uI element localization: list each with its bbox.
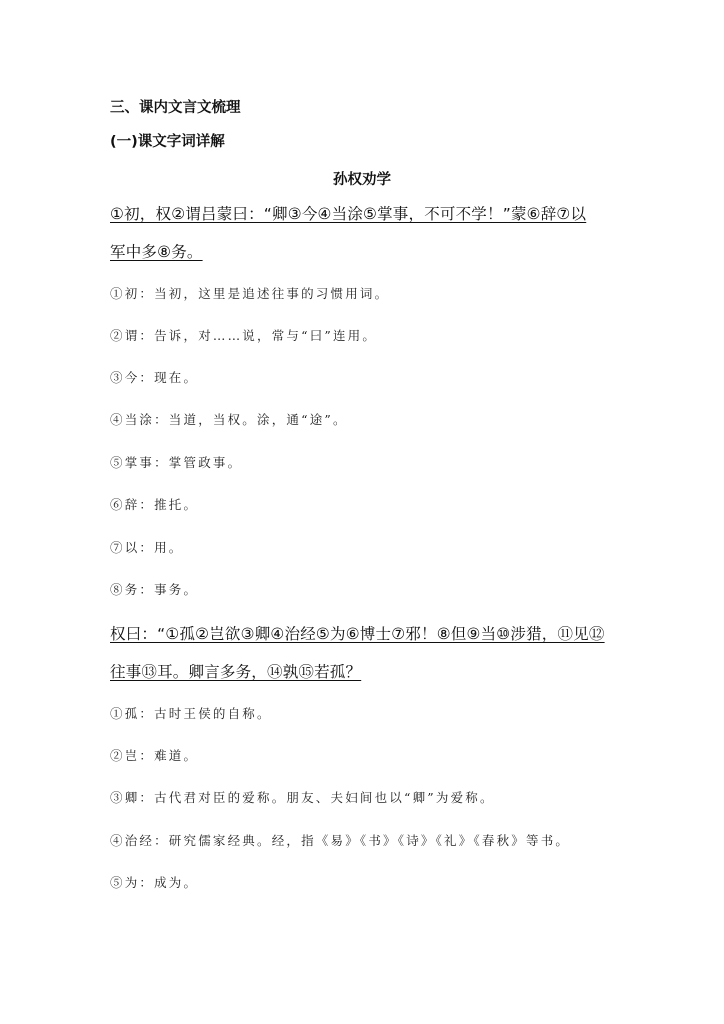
text-title: 孙权劝学 [333, 172, 391, 188]
note-item: ①孤：古时王侯的自称。 [110, 706, 272, 721]
note-item: ②谓：告诉，对……说，常与“曰”连用。 [110, 328, 378, 343]
passage-1-line-2: 军中多⑧务。 [110, 243, 203, 261]
passage-1-line-1: ①初，权②谓吕蒙曰：“卿③今④当涂⑤掌事，不可不学！”蒙⑥辞⑦以 [110, 205, 587, 223]
note-item: ③卿：古代君对臣的爱称。朋友、夫妇间也以“卿”为爱称。 [110, 790, 495, 805]
note-item: ⑧务：事务。 [110, 582, 199, 597]
note-item: ②岂：难道。 [110, 748, 199, 763]
passage-2-line-1: 权曰：“①孤②岂欲③卿④治经⑤为⑥博士⑦邪！⑧但⑨当⑩涉猎，⑪见⑫ [110, 625, 605, 643]
section-heading: 三、课内文言文梳理 [110, 100, 241, 116]
note-item: ⑤为：成为。 [110, 875, 199, 890]
note-item: ⑤掌事：掌管政事。 [110, 455, 243, 470]
note-item: ⑥辞：推托。 [110, 497, 199, 512]
note-item: ④当涂：当道，当权。涂，通“途”。 [110, 412, 348, 427]
note-item: ③今：现在。 [110, 370, 199, 385]
note-item: ⑦以：用。 [110, 540, 184, 555]
note-item: ④治经：研究儒家经典。经，指《易》《书》《诗》《礼》《春秋》等书。 [110, 833, 571, 848]
note-item: ①初：当初，这里是追述往事的习惯用词。 [110, 286, 390, 301]
sub-heading: (一)课文字词详解 [110, 134, 225, 150]
passage-2-line-2: 往事⑬耳。卿言多务，⑭孰⑮若孤？ [110, 663, 362, 681]
